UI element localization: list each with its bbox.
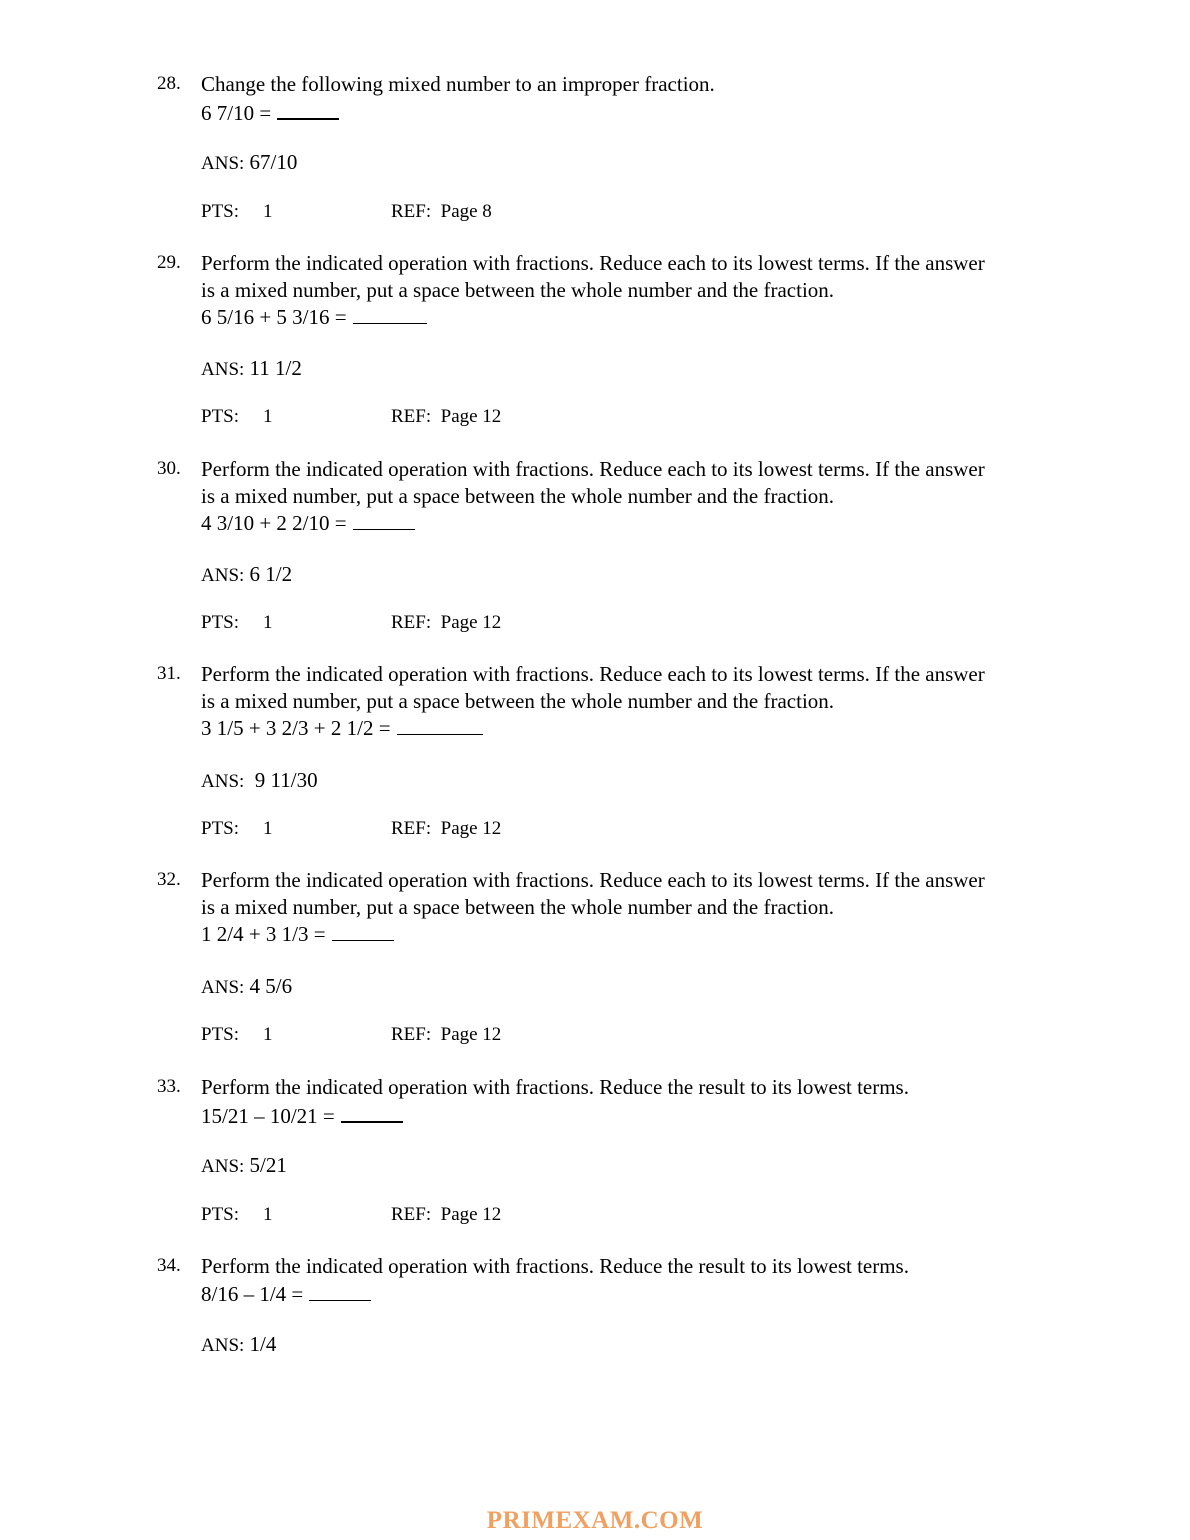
ref-value: Page 12 xyxy=(440,818,502,839)
question-number: 33. xyxy=(157,1076,181,1097)
question-text xyxy=(201,1253,1101,1307)
ref-label: REF: xyxy=(391,406,432,427)
question-expression xyxy=(201,1280,1101,1308)
question-line: Perform the indicated operation with fractions. Reduce each to its lowest terms. If the answer xyxy=(201,662,985,686)
meta-row-28 xyxy=(201,199,492,226)
ref-value: Page 12 xyxy=(440,1204,502,1225)
question-text xyxy=(201,71,1101,126)
footer-watermark: PRIMEXAM.COM xyxy=(486,1507,704,1534)
answer-row-33 xyxy=(201,1152,287,1181)
answer-value: 4 5/6 xyxy=(249,974,293,998)
ans-label: ANS: xyxy=(201,153,245,174)
meta-row-30 xyxy=(201,610,502,637)
ans-label: ANS: xyxy=(201,565,245,586)
answer-row-30 xyxy=(201,561,292,590)
ans-label: ANS: xyxy=(201,359,245,380)
question-text xyxy=(201,250,1101,331)
ref xyxy=(391,816,501,843)
question-number: 30. xyxy=(157,458,181,479)
answer-row-34 xyxy=(201,1331,276,1360)
pts-label: PTS: xyxy=(201,1024,240,1045)
answer-row-32 xyxy=(201,973,292,1002)
question-expression xyxy=(201,714,1101,742)
ref xyxy=(391,1022,501,1049)
expression-text: 6 5/16 + 5 3/16 = xyxy=(201,305,347,329)
meta-row-32 xyxy=(201,1022,502,1049)
answer-row-29 xyxy=(201,355,302,384)
question-line: is a mixed number, put a space between the whole number and the fraction. xyxy=(201,894,835,919)
answer-value: 67/10 xyxy=(249,150,298,174)
answer-blank[interactable] xyxy=(341,1101,403,1123)
question-text xyxy=(201,867,1101,948)
question-line: Perform the indicated operation with fractions. Reduce the result to its lowest terms. xyxy=(201,1254,909,1278)
question-line: is a mixed number, put a space between the whole number and the fraction. xyxy=(201,277,835,302)
answer-value: 9 11/30 xyxy=(254,768,318,792)
ref-value: Page 8 xyxy=(440,201,492,222)
answer-blank[interactable] xyxy=(397,714,483,735)
pts-value: 1 xyxy=(263,818,273,839)
meta-row-33 xyxy=(201,1202,502,1229)
question-text xyxy=(201,1074,1101,1129)
pts-value: 1 xyxy=(263,1024,273,1045)
expression-text: 4 3/10 + 2 2/10 = xyxy=(201,511,347,535)
ref-value: Page 12 xyxy=(440,406,502,427)
answer-value: 1/4 xyxy=(249,1332,277,1356)
question-line: is a mixed number, put a space between the whole number and the fraction. xyxy=(201,688,835,713)
question-line: Perform the indicated operation with fractions. Reduce the result to its lowest terms. xyxy=(201,1075,909,1099)
answer-value: 6 1/2 xyxy=(249,562,293,586)
expression-text: 6 7/10 = xyxy=(201,100,272,125)
pts-label: PTS: xyxy=(201,1204,240,1225)
question-number: 28. xyxy=(157,73,181,94)
expression-text: 1 2/4 + 3 1/3 = xyxy=(201,922,326,946)
answer-value: 5/21 xyxy=(249,1153,287,1177)
question-expression xyxy=(201,98,1101,127)
pts-label: PTS: xyxy=(201,818,240,839)
meta-row-31 xyxy=(201,816,502,843)
answer-blank[interactable] xyxy=(309,1280,371,1301)
ans-label: ANS: xyxy=(201,771,245,792)
question-number: 34. xyxy=(157,1255,181,1276)
answer-blank[interactable] xyxy=(353,509,415,530)
question-number: 29. xyxy=(157,252,181,273)
expression-text: 3 1/5 + 3 2/3 + 2 1/2 = xyxy=(201,716,391,740)
question-text xyxy=(201,456,1101,537)
ref-label: REF: xyxy=(391,1204,432,1225)
pts-value: 1 xyxy=(263,201,273,222)
ans-label: ANS: xyxy=(201,977,245,998)
ref-value: Page 12 xyxy=(440,1024,502,1045)
pts-label: PTS: xyxy=(201,201,240,222)
ref-label: REF: xyxy=(391,818,432,839)
ref xyxy=(391,1202,501,1229)
meta-row-29 xyxy=(201,404,502,431)
answer-row-31 xyxy=(201,767,318,796)
pts-label: PTS: xyxy=(201,612,240,633)
question-expression xyxy=(201,1101,1101,1130)
question-line: Perform the indicated operation with fractions. Reduce each to its lowest terms. If the answer xyxy=(201,251,985,275)
ans-label: ANS: xyxy=(201,1335,245,1356)
ans-label: ANS: xyxy=(201,1156,245,1177)
pts-value: 1 xyxy=(263,1204,273,1225)
ref-label: REF: xyxy=(391,201,432,222)
expression-text: 15/21 – 10/21 = xyxy=(201,1103,335,1128)
expression-text: 8/16 – 1/4 = xyxy=(201,1281,304,1306)
question-line: Change the following mixed number to an improper fraction. xyxy=(201,72,715,96)
question-text xyxy=(201,661,1101,742)
answer-blank[interactable] xyxy=(277,98,339,120)
question-expression xyxy=(201,303,1101,331)
question-number: 31. xyxy=(157,663,181,684)
ref xyxy=(391,610,501,637)
pts-value: 1 xyxy=(263,406,273,427)
pts-value: 1 xyxy=(263,612,273,633)
question-expression xyxy=(201,920,1101,948)
answer-row-28 xyxy=(201,149,297,178)
ref-label: REF: xyxy=(391,612,432,633)
pts-label: PTS: xyxy=(201,406,240,427)
question-expression xyxy=(201,509,1101,537)
question-line: Perform the indicated operation with fractions. Reduce each to its lowest terms. If the answer xyxy=(201,868,985,892)
answer-blank[interactable] xyxy=(332,920,394,941)
question-line: is a mixed number, put a space between the whole number and the fraction. xyxy=(201,483,835,508)
ref xyxy=(391,199,492,226)
question-line: Perform the indicated operation with fractions. Reduce each to its lowest terms. If the answer xyxy=(201,457,985,481)
question-number: 32. xyxy=(157,869,181,890)
answer-blank[interactable] xyxy=(353,303,427,324)
answer-value: 11 1/2 xyxy=(249,356,302,380)
ref xyxy=(391,404,501,431)
ref-value: Page 12 xyxy=(440,612,502,633)
ref-label: REF: xyxy=(391,1024,432,1045)
